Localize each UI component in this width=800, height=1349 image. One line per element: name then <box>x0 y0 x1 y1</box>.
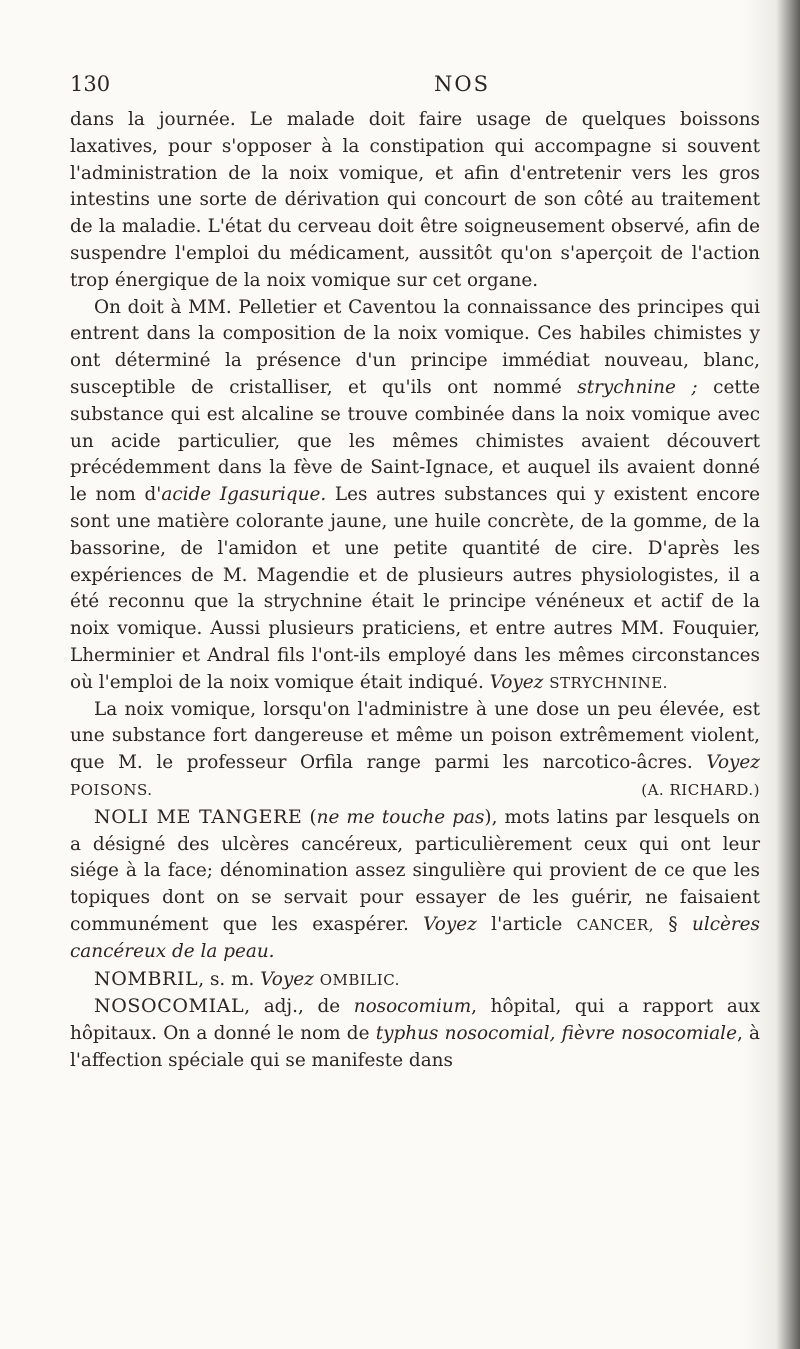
paragraph-2: On doit à MM. Pelletier et Caventou la connaissance des principes qui entrent dans la composition de la noix vomique. Ces habiles chimistes y ont déterminé la présence d'un principe immédiat nouveau, blanc, susceptible de cristalliser, et qu'ils ont nommé strychnine ; cette substance qui est alcaline se trouve combinée dans la noix vomique avec un acide particulier, que les mêmes chimistes avaient découvert précédemment dans la fève de Saint-Ignace, et auquel ils avaient donné le nom d'acide Igasurique. Les autres substances qui y existent encore sont une matière colorante jaune, une huile concrète, de la gomme, de la bassorine, de l'amidon et une petite quantité de cire. D'après les expériences de M. Magendie et de plusieurs autres physiologistes, il a été reconnu que la strychnine était le principe vénéneux et actif de la noix vomique. Aussi plusieurs praticiens, et entre autres MM. Fouquier, Lherminier et Andral fils l'ont-ils employé dans les mêmes circonstances où l'emploi de la noix vomique était indiqué. Voyez STRYCHNINE. <box>70 296 761 693</box>
cross-reference: CANCER, <box>576 915 655 934</box>
page-header <box>70 72 760 102</box>
running-head: NOS <box>434 72 490 96</box>
cross-reference: POISONS. <box>70 780 153 799</box>
entry-nosocomial: NOSOCOMIAL, adj., de nosocomium, hôpital, qui a rapport aux hôpitaux. On a donné le nom de typhus nosocomial, fièvre nosocomiale, à l'affection spéciale qui se manifeste dans <box>70 995 760 1071</box>
author-signature: (A. RICHARD.) <box>641 780 760 799</box>
body-text <box>70 107 760 1075</box>
entry-noli-me-tangere: NOLI ME TANGERE (ne me touche pas), mots latins par lesquels on a désigné des ulcères cancéreux, particulièrement ceux qui ont leur siége à la face; dénomination assez singulière qui provient de ce que les topiques dont on se servait pour essayer de les guérir, ne faisaient communément que les exaspérer. Voyez l'article CANCER, § ulcères cancéreux de la peau. <box>70 805 760 962</box>
term-strychnine: strychnine ; <box>577 376 698 398</box>
paragraph-1: dans la journée. Le malade doit faire usage de quelques boissons laxatives, pour s'opposer à la constipation qui accompagne si souvent l'administration de la noix vomique, et afin d'entretenir vers les gros intestins une sorte de dérivation qui concourt de son côté au traitement de la maladie. L'état du cerveau doit être soigneusement observé, afin de suspendre l'emploi du médicament, aussitôt qu'on s'aperçoit de l'action trop énergique de la noix vomique sur cet organe. <box>70 109 760 291</box>
entry-nombril: NOMBRIL, s. m. Voyez OMBILIC. <box>94 967 400 990</box>
cross-reference: OMBILIC. <box>319 970 400 989</box>
entry-headword: NOLI ME TANGERE <box>94 805 303 828</box>
paragraph-3: La noix vomique, lorsqu'on l'administre à une dose un peu élevée, est une substance fort dangereuse et même un poison extrêmement violent, que M. le professeur Orfila range parmi les narcotico-âcres. Voyez POISONS. (A. RICHARD.) <box>70 697 760 804</box>
cross-reference: STRYCHNINE. <box>549 673 668 692</box>
entry-headword: NOSOCOMIAL <box>94 995 245 1018</box>
entry-headword: NOMBRIL <box>94 967 199 990</box>
term-acide-igasurique: acide Igasurique. <box>161 484 327 506</box>
page-number: 130 <box>70 72 111 96</box>
